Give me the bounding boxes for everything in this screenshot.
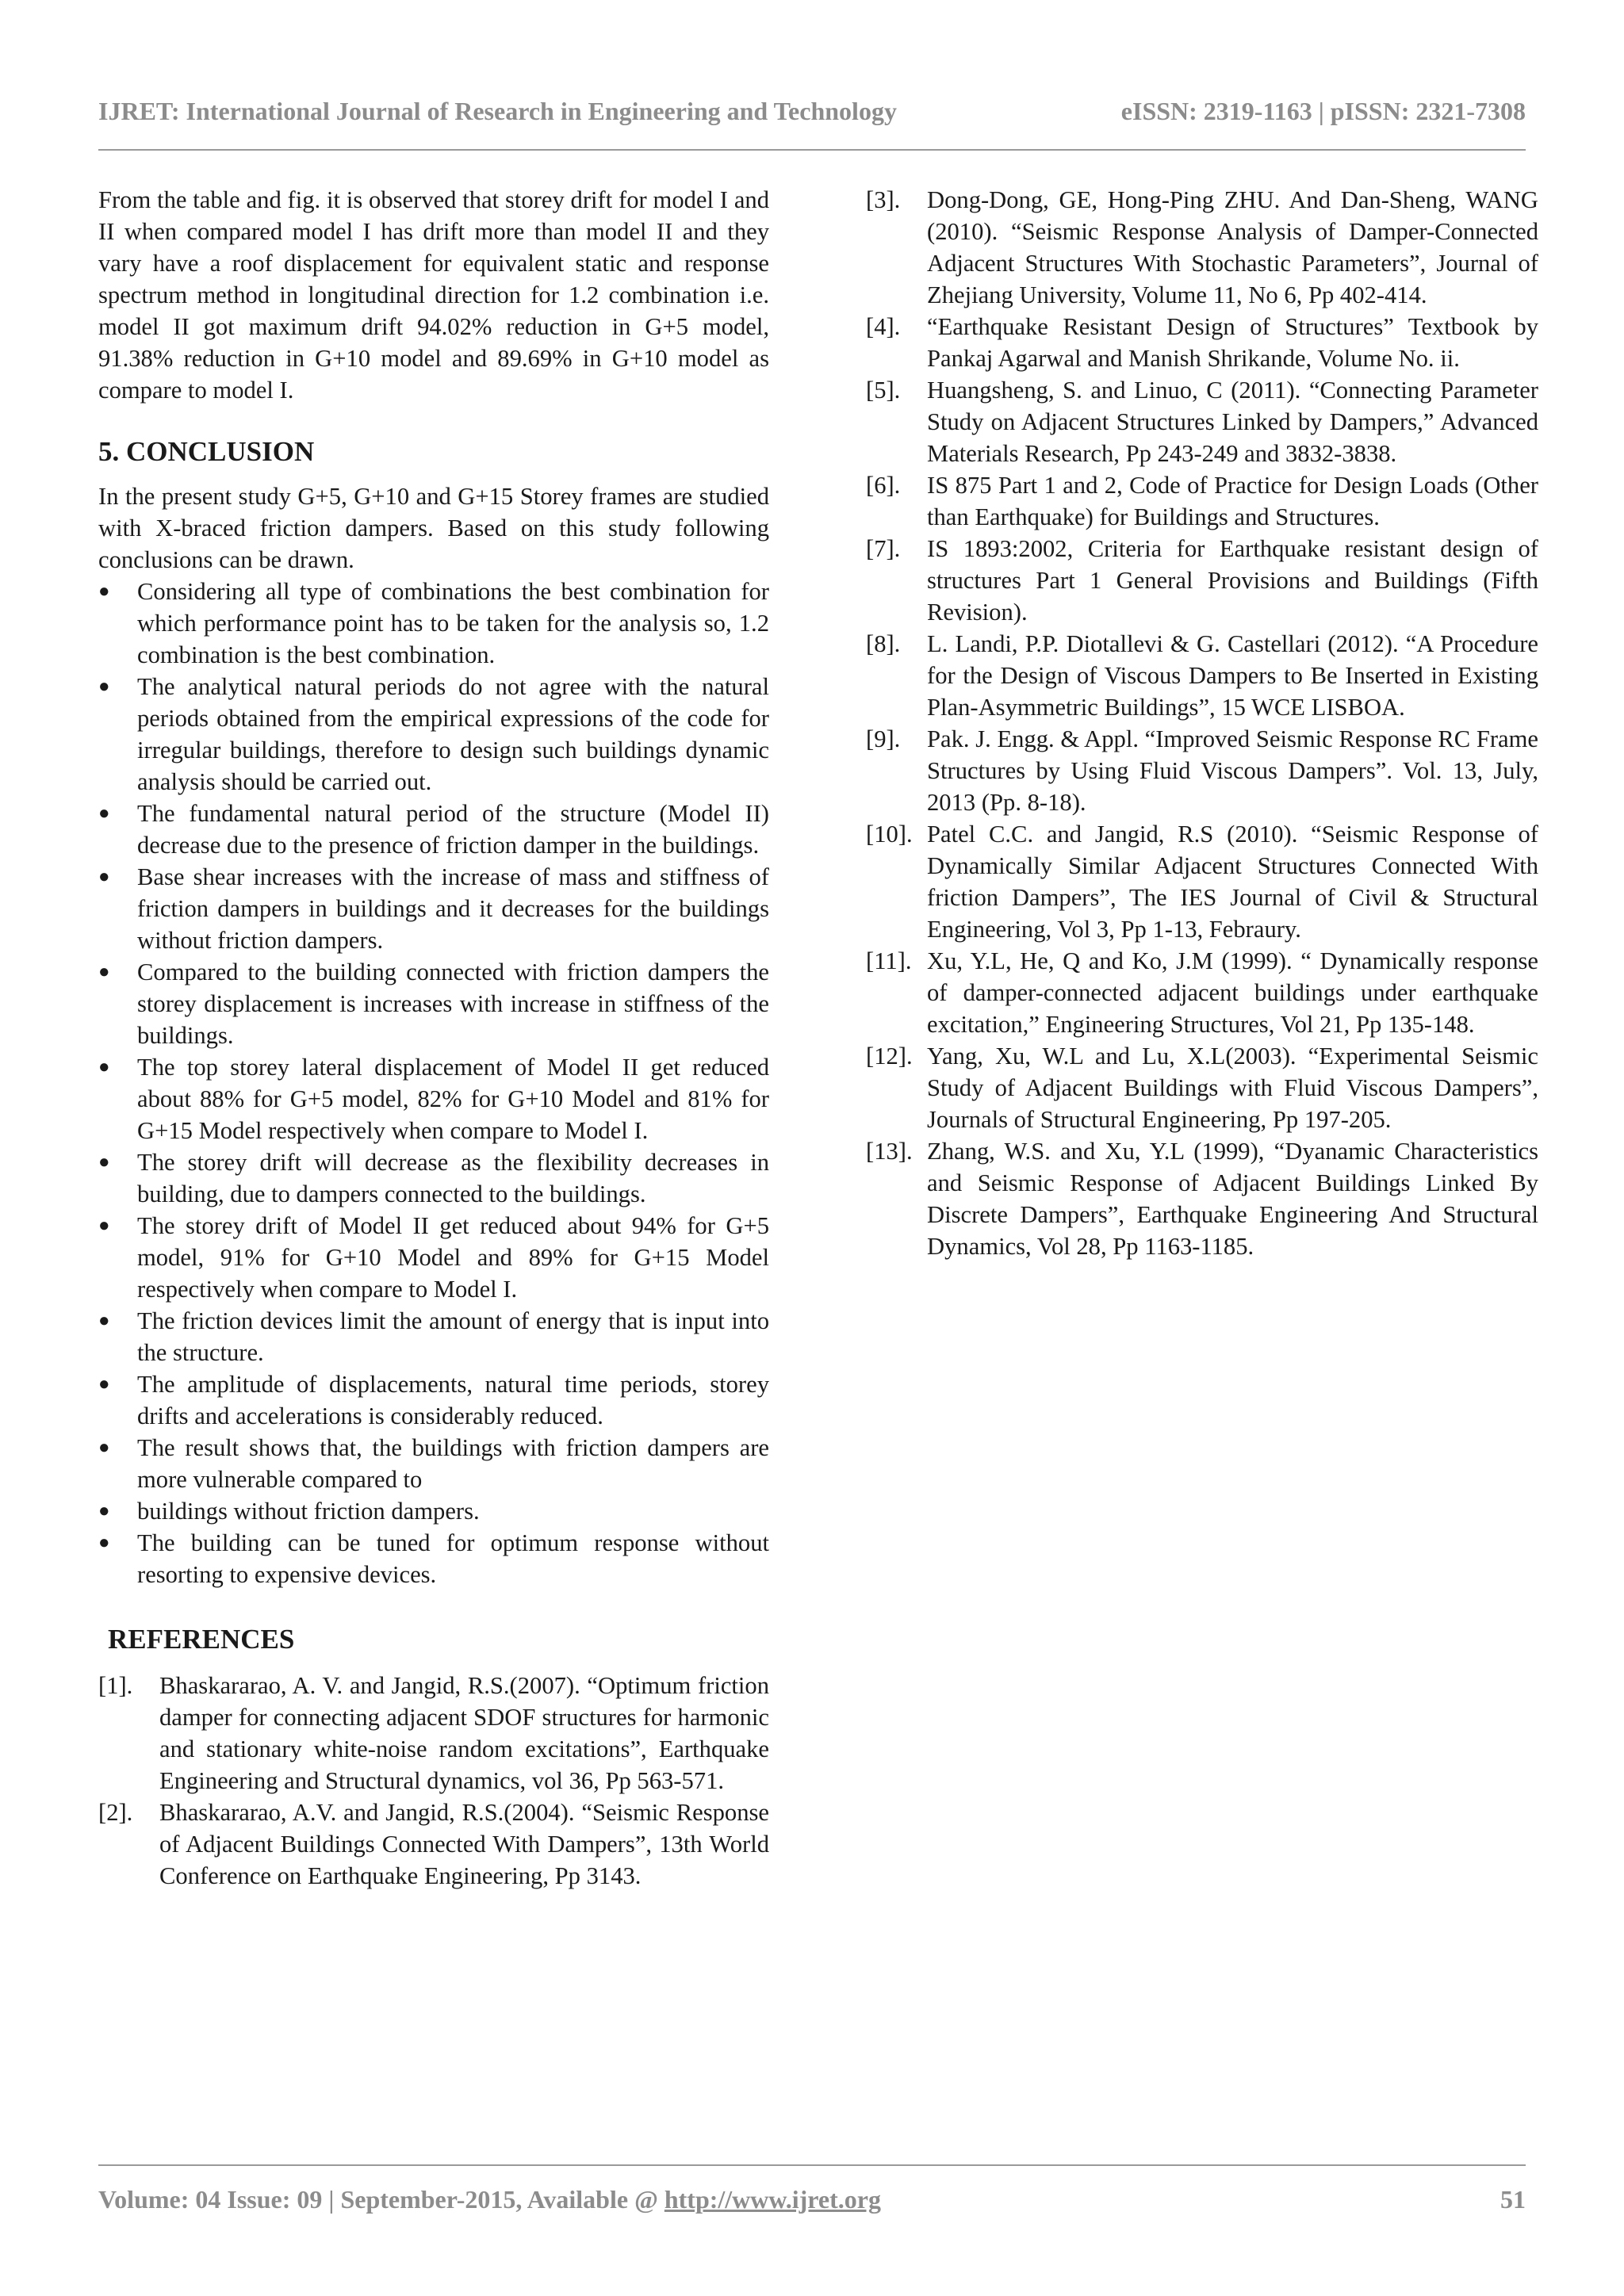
reference-item [866, 184, 1538, 311]
reference-item [866, 1040, 1538, 1135]
conclusion-heading: 5. CONCLUSION [98, 436, 315, 467]
reference-number: [12]. [866, 1043, 913, 1070]
bullet-dot-icon: ● [98, 1437, 110, 1458]
bullet-item [98, 1210, 769, 1305]
reference-item [98, 1670, 769, 1797]
bullet-dot-icon: ● [98, 1152, 110, 1173]
left-column [98, 184, 769, 1892]
reference-item [866, 628, 1538, 723]
reference-number: [9]. [866, 725, 901, 752]
reference-item [866, 945, 1538, 1040]
bullet-item [98, 576, 769, 671]
bullet-item [98, 1368, 769, 1432]
reference-text: Dong-Dong, GE, Hong-Ping ZHU. And Dan-Sheng, WANG (2010). “Seismic Response Analysis of Damper-Connected Adjacent Structures With Stochastic Parameters”, Journal of Zhejiang University, Volume 11, No 6, Pp 402-414. [927, 186, 1538, 308]
bullet-dot-icon: ● [98, 676, 110, 697]
reference-text: Huangsheng, S. and Linuo, C (2011). “Connecting Parameter Study on Adjacent Structures Linked by Dampers,” Advanced Materials Research, Pp 243-249 and 3832-3838. [927, 377, 1538, 467]
bullet-item [98, 1495, 769, 1527]
header-divider [98, 149, 1526, 151]
reference-text: Patel C.C. and Jangid, R.S (2010). “Seismic Response of Dynamically Similar Adjacent Structures Connected With friction Dampers”, The IES Journal of Civil & Structural Engineering, Vol 3, Pp 1-13, Febraury. [927, 821, 1538, 943]
reference-text: L. Landi, P.P. Diotallevi & G. Castellari (2012). “A Procedure for the Design of Viscous Dampers to Be Inserted in Existing Plan-Asymmetric Buildings”, 15 WCE LISBOA. [927, 630, 1538, 721]
reference-number: [5]. [866, 377, 901, 404]
reference-item [866, 533, 1538, 628]
bullet-text: The top storey lateral displacement of Model II get reduced about 88% for G+5 model, 82% for G+10 Model and 81% for G+15 Model respectively when compare to Model I. [137, 1054, 769, 1144]
bullet-text: Compared to the building connected with friction dampers the storey displacement is increases with increase in stiffness of the buildings. [137, 959, 769, 1049]
bullet-text: The friction devices limit the amount of energy that is input into the structure. [137, 1307, 769, 1366]
reference-text: Yang, Xu, W.L and Lu, X.L(2003). “Experimental Seismic Study of Adjacent Buildings with Fluid Viscous Dampers”, Journals of Structural Engineering, Pp 197-205. [927, 1043, 1538, 1133]
bullet-dot-icon: ● [98, 1501, 110, 1521]
bullet-item [98, 798, 769, 861]
reference-number: [4]. [866, 313, 901, 340]
bullet-dot-icon: ● [98, 962, 110, 982]
page-number: 51 [1500, 2185, 1526, 2214]
bullet-dot-icon: ● [98, 803, 110, 824]
reference-text: Xu, Y.L, He, Q and Ko, J.M (1999). “ Dynamically response of damper-connected adjacent buildings under earthquake excitation,” Engineering Structures, Vol 21, Pp 135-148. [927, 947, 1538, 1038]
reference-item [866, 818, 1538, 945]
bullet-item [98, 1305, 769, 1368]
bullet-text: The building can be tuned for optimum response without resorting to expensive devices. [137, 1529, 769, 1588]
reference-number: [3]. [866, 186, 901, 213]
volume-info [98, 2185, 881, 2214]
reference-number: [13]. [866, 1138, 913, 1165]
right-column [866, 184, 1538, 1262]
journal-title: IJRET: International Journal of Research in Engineering and Technology [98, 97, 897, 125]
reference-item [866, 723, 1538, 818]
reference-number: [6]. [866, 472, 901, 499]
reference-number: [11]. [866, 947, 912, 974]
reference-item [866, 374, 1538, 469]
bullet-text: The storey drift of Model II get reduced about 94% for G+5 model, 91% for G+10 Model and 89% for G+15 Model respectively when compare to Model I. [137, 1212, 769, 1303]
bullet-text: Considering all type of combinations the best combination for which performance point has to be taken for the analysis so, 1.2 combination is the best combination. [137, 578, 769, 668]
reference-text: IS 875 Part 1 and 2, Code of Practice for Design Loads (Other than Earthquake) for Buildings and Structures. [927, 472, 1538, 530]
reference-item [866, 469, 1538, 533]
bullet-item [98, 1146, 769, 1210]
bullet-text: The amplitude of displacements, natural time periods, storey drifts and accelerations is considerably reduced. [137, 1371, 769, 1429]
reference-number: [10]. [866, 821, 913, 848]
reference-number: [1]. [98, 1672, 133, 1699]
journal-link[interactable]: http://www.ijret.org [664, 2185, 881, 2214]
bullet-item [98, 1527, 769, 1590]
bullet-item [98, 1051, 769, 1146]
bullet-text: buildings without friction dampers. [137, 1498, 480, 1525]
bullet-item [98, 861, 769, 956]
bullet-item [98, 671, 769, 798]
bullet-item [98, 956, 769, 1051]
reference-item [866, 311, 1538, 374]
bullet-dot-icon: ● [98, 581, 110, 602]
reference-number: [8]. [866, 630, 901, 657]
bullet-dot-icon: ● [98, 1311, 110, 1331]
intro-paragraph: From the table and fig. it is observed that storey drift for model I and II when compared model I has drift more than model II and they vary have a roof displacement for equivalent static and response spectrum method in longitudinal direction for 1.2 combination i.e. model II got maximum drift 94.02% reduction in G+5 model, 91.38% reduction in G+10 model and 89.69% in G+10 model as compare to model I. [98, 186, 769, 404]
bullet-dot-icon: ● [98, 867, 110, 887]
bullet-dot-icon: ● [98, 1215, 110, 1236]
conclusion-bullet-list [98, 576, 769, 1590]
conclusion-intro: In the present study G+5, G+10 and G+15 Storey frames are studied with X-braced friction dampers. Based on this study following conclusions can be drawn. [98, 483, 769, 573]
reference-number: [7]. [866, 535, 901, 562]
reference-item [98, 1797, 769, 1892]
references-heading: REFERENCES [108, 1624, 295, 1655]
bullet-text: The fundamental natural period of the structure (Model II) decrease due to the presence of friction damper in the buildings. [137, 800, 769, 859]
reference-text: Bhaskararao, A. V. and Jangid, R.S.(2007). “Optimum friction damper for connecting adjacent SDOF structures for harmonic and stationary white-noise random excitations”, Earthquake Engineering and Structural dynamics, vol 36, Pp 563-571. [159, 1672, 769, 1794]
reference-text: Zhang, W.S. and Xu, Y.L (1999), “Dyanamic Characteristics and Seismic Response of Adjacent Buildings Linked By Discrete Dampers”, Earthquake Engineering And Structural Dynamics, Vol 28, Pp 1163-1185. [927, 1138, 1538, 1260]
page-footer [98, 2185, 1526, 2225]
reference-text: Pak. J. Engg. & Appl. “Improved Seismic Response RC Frame Structures by Using Fluid Viscous Dampers”. Vol. 13, July, 2013 (Pp. 8-18). [927, 725, 1538, 816]
reference-list-left [98, 1670, 769, 1892]
volume-text: Volume: 04 Issue: 09 | September-2015, Available @ [98, 2185, 665, 2214]
bullet-dot-icon: ● [98, 1374, 110, 1395]
issn-info: eISSN: 2319-1163 | pISSN: 2321-7308 [1120, 97, 1526, 125]
bullet-text: Base shear increases with the increase of mass and stiffness of friction dampers in buildings and it decreases for the buildings without friction dampers. [137, 863, 769, 954]
reference-list-right [866, 184, 1538, 1262]
bullet-dot-icon: ● [98, 1533, 110, 1553]
bullet-item [98, 1432, 769, 1495]
reference-text: IS 1893:2002, Criteria for Earthquake resistant design of structures Part 1 General Provisions and Buildings (Fifth Revision). [927, 535, 1538, 626]
bullet-text: The result shows that, the buildings with friction dampers are more vulnerable compared to [137, 1434, 769, 1493]
bullet-text: The analytical natural periods do not agree with the natural periods obtained from the empirical expressions of the code for irregular buildings, therefore to design such buildings dynamic analysis should be carried out. [137, 673, 769, 795]
reference-item [866, 1135, 1538, 1262]
page-header [98, 97, 1526, 136]
bullet-text: The storey drift will decrease as the flexibility decreases in building, due to dampers connected to the buildings. [137, 1149, 769, 1207]
bullet-dot-icon: ● [98, 1057, 110, 1077]
reference-text: “Earthquake Resistant Design of Structures” Textbook by Pankaj Agarwal and Manish Shrikande, Volume No. ii. [927, 313, 1538, 372]
reference-number: [2]. [98, 1799, 133, 1826]
reference-text: Bhaskararao, A.V. and Jangid, R.S.(2004). “Seismic Response of Adjacent Buildings Connected With Dampers”, 13th World Conference on Earthquake Engineering, Pp 3143. [159, 1799, 769, 1889]
footer-divider [98, 2164, 1526, 2166]
